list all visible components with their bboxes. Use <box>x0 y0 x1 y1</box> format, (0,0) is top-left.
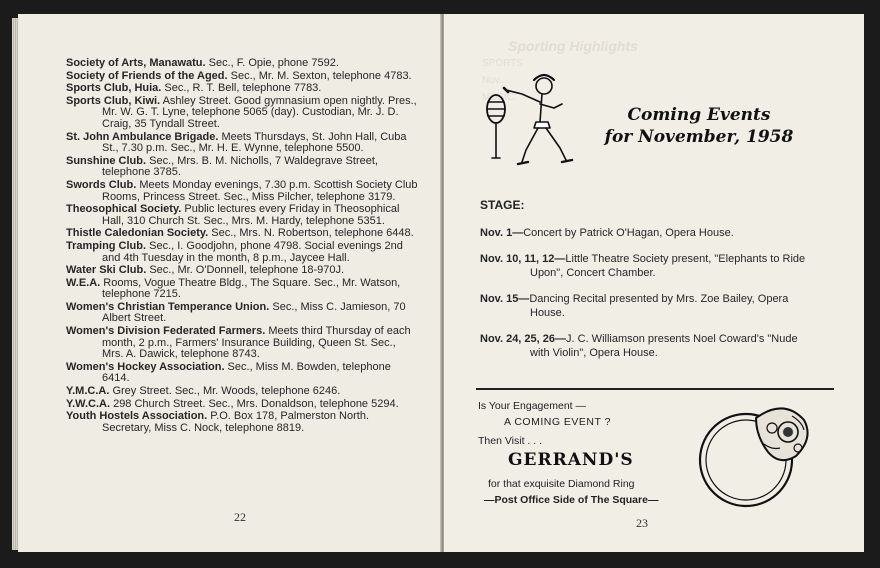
entry-details: Sec., Miss C. Jamieson, 70 Albert Street. <box>102 300 406 325</box>
right-page <box>444 14 864 552</box>
advert-line-6: —Post Office Side of The Square— <box>484 494 659 506</box>
entry-name: Sports Club, Kiwi. <box>66 94 161 107</box>
event-item <box>480 252 814 281</box>
entry-name: Swords Club. <box>66 178 137 191</box>
entry-details: Sec., Mrs. N. Robertson, telephone 6448. <box>208 227 414 240</box>
event-item <box>480 332 814 361</box>
entry-details: Meets Thursdays, St. John Hall, Cuba St., 7.30 p.m. Sec., Mr. H. E. Wynne, telephone 5500. <box>102 130 407 155</box>
directory-entry <box>66 399 418 411</box>
golfer-illustration <box>482 64 592 176</box>
entry-details: Meets Monday evenings, 7.30 p.m. Scottish Society Club Rooms, Princess Street. Sec., Miss Pilcher, telephone 3179. <box>102 178 418 203</box>
entry-details: Sec., Mr. M. Sexton, telephone 4783. <box>227 69 412 82</box>
entry-details: Grey Street. Sec., Mr. Woods, telephone 6246. <box>109 385 341 398</box>
advert-line-3: Then Visit . . . <box>478 435 542 447</box>
directory-entry <box>66 362 418 385</box>
event-item <box>480 226 814 241</box>
advert-line-2: A COMING EVENT ? <box>504 416 611 428</box>
stage-heading: STAGE: <box>480 198 525 212</box>
event-list <box>480 226 814 372</box>
entry-details: Sec., F. Opie, phone 7592. <box>205 57 339 69</box>
directory-entry <box>66 132 418 155</box>
bleed-through-text: Sporting Highlights SPORTS Nov. MUSIC: <box>482 38 638 103</box>
event-description: Little Theatre Society present, "Elephants to Ride Upon", Concert Chamber. <box>530 252 806 279</box>
entry-name: Sunshine Club. <box>66 154 147 167</box>
entry-name: Theosophical Society. <box>66 203 182 216</box>
directory-entry <box>66 411 418 434</box>
entry-name: St. John Ambulance Brigade. <box>66 130 219 143</box>
entry-name: Thistle Caledonian Society. <box>66 227 209 240</box>
directory-entry <box>66 96 418 131</box>
advert-brand: GERRAND'S <box>508 450 634 470</box>
page-number-right: 23 <box>636 516 648 530</box>
directory-entry <box>66 83 418 95</box>
directory-entry <box>66 278 418 301</box>
entry-details: Rooms, Vogue Theatre Bldg., The Square. Sec., Mr. Watson, telephone 7215. <box>100 276 401 301</box>
entry-details: Sec., I. Goodjohn, phone 4798. Social evenings 2nd and 4th Tuesday in the month, 8 p.m., Jaycee Hall. <box>102 239 403 264</box>
entry-name: Y.M.C.A. <box>66 385 110 398</box>
directory-entry <box>66 71 418 83</box>
entry-name: Women's Christian Temperance Union. <box>66 300 270 313</box>
entry-name: Youth Hostels Association. <box>66 410 208 423</box>
entry-details: P.O. Box 178, Palmerston North. Secretary, Miss C. Nock, telephone 8819. <box>102 410 370 434</box>
entry-details: 298 Church Street. Sec., Mrs. Donaldson, telephone 5294. <box>110 397 399 410</box>
entry-name: Women's Division Federated Farmers. <box>66 325 266 338</box>
directory-entry <box>66 302 418 325</box>
entry-details: Sec., Mr. O'Donnell, telephone 18-970J. <box>146 264 345 277</box>
event-description: Concert by Patrick O'Hagan, Opera House. <box>523 227 734 239</box>
directory-entry <box>66 204 418 227</box>
directory-entry <box>66 241 418 264</box>
advert-line-5: for that exquisite Diamond Ring <box>488 478 635 490</box>
directory-entry <box>66 386 418 398</box>
event-date: Nov. 1— <box>480 227 524 239</box>
event-description: J. C. Williamson presents Noel Coward's "Nude with Violin", Opera House. <box>530 332 798 359</box>
page-title: Coming Events for November, 1958 <box>604 105 794 147</box>
entry-name: Y.W.C.A. <box>66 397 111 410</box>
entry-details: Sec., Miss M. Bowden, telephone 6414. <box>102 360 391 385</box>
entry-name: Tramping Club. <box>66 239 147 252</box>
entry-name: W.E.A. <box>66 276 101 289</box>
entry-details: Public lectures every Friday in Theosophical Hall, 310 Church St. Sec., Mrs. M. Hardy, telephone 5351. <box>102 203 400 227</box>
directory-entry <box>66 180 418 203</box>
directory-entry <box>66 228 418 240</box>
directory-entry <box>66 265 418 277</box>
entry-details: Ashley Street. Good gymnasium open nightly. Pres., Mr. W. G. T. Lyne, telephone 5065 (day). Custodian, Mr. J. D. Craig, 35 Tyndall Street. <box>102 94 417 130</box>
entry-name: Women's Hockey Association. <box>66 360 225 373</box>
event-description: Dancing Recital presented by Mrs. Zoe Bailey, Opera House. <box>529 292 789 319</box>
entry-name: Water Ski Club. <box>66 264 147 277</box>
entry-name: Society of Friends of the Aged. <box>66 69 228 82</box>
entry-details: Sec., R. T. Bell, telephone 7783. <box>161 82 322 95</box>
event-date: Nov. 24, 25, 26— <box>480 332 567 345</box>
divider-rule <box>476 388 834 390</box>
entry-details: Sec., Mrs. B. M. Nicholls, 7 Waldegrave Street, telephone 3785. <box>102 154 378 179</box>
event-date: Nov. 15— <box>480 292 530 305</box>
entry-name: Sports Club, Huia. <box>66 82 162 95</box>
event-date: Nov. 10, 11, 12— <box>480 252 566 265</box>
directory-entry <box>66 58 418 70</box>
diamond-ring-icon <box>692 394 818 514</box>
entry-details: Meets third Thursday of each month, 2 p.m., Farmers' Insurance Building, Queen St. Sec., Mrs. A. Dawick, telephone 8743. <box>102 325 411 361</box>
event-item <box>480 292 814 321</box>
directory-entry <box>66 326 418 361</box>
advert-line-1: Is Your Engagement — <box>478 400 586 412</box>
page-number-left: 22 <box>234 510 246 524</box>
directory-entry <box>66 156 418 179</box>
directory-list <box>66 58 418 435</box>
left-page <box>18 14 442 552</box>
entry-name: Society of Arts, Manawatu. <box>66 57 206 69</box>
